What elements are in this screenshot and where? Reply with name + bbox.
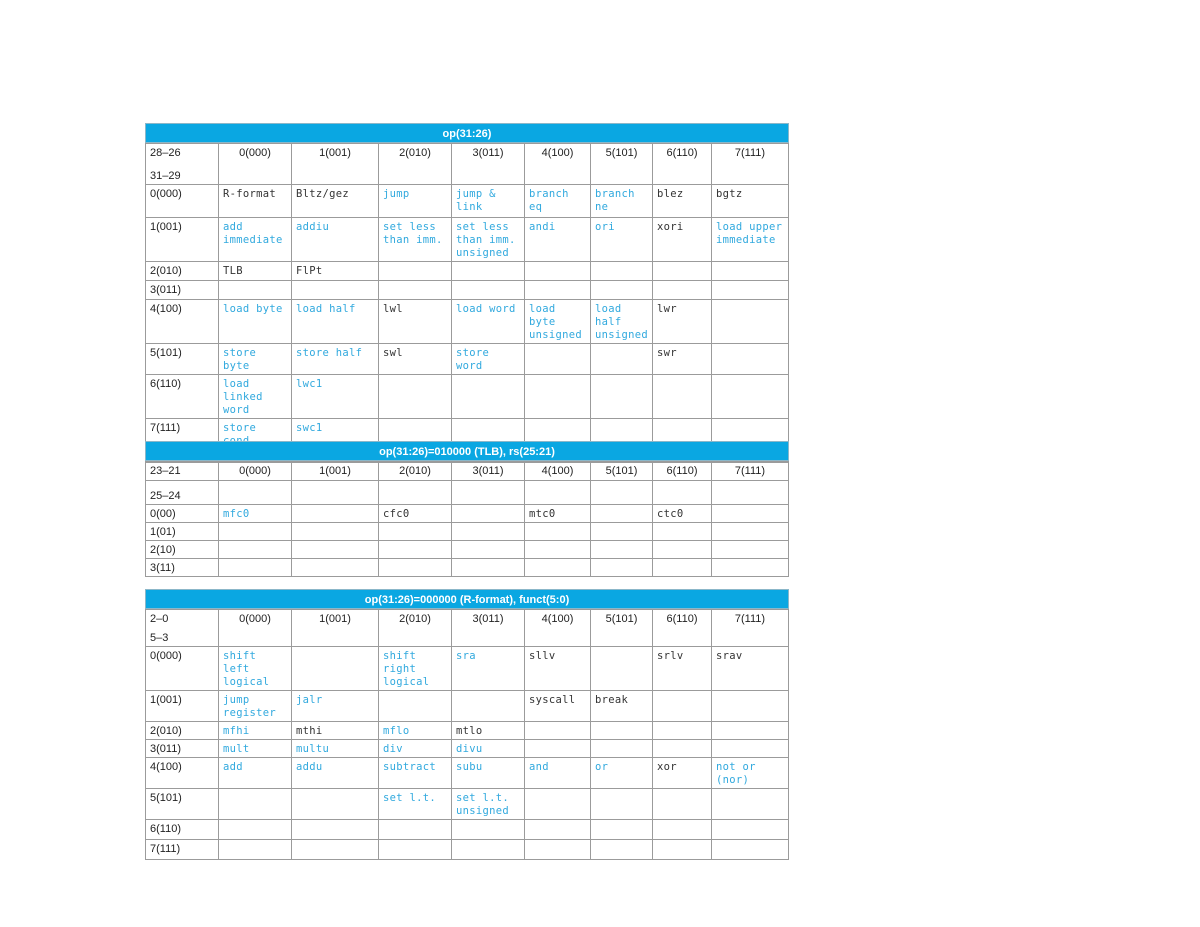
instruction-cell: syscall — [525, 691, 591, 722]
instruction-cell: set l.t. unsigned — [452, 789, 525, 820]
instruction-cell — [712, 300, 789, 344]
instruction-cell: xor — [653, 758, 712, 789]
instruction-cell: break — [591, 691, 653, 722]
instruction-cell: mult — [219, 740, 292, 758]
row-header: 2(010) — [146, 722, 219, 740]
instruction-cell: jump & link — [452, 185, 525, 218]
column-header: 2(010) — [379, 610, 452, 647]
instruction-cell — [452, 820, 525, 840]
instruction-cell — [452, 262, 525, 281]
instruction-cell — [379, 262, 452, 281]
instruction-cell: bgtz — [712, 185, 789, 218]
column-header: 0(000) — [219, 462, 292, 505]
table-row — [146, 281, 789, 300]
instruction-cell: lwr — [653, 300, 712, 344]
row-header: 0(00) — [146, 505, 219, 523]
instruction-cell: subtract — [379, 758, 452, 789]
instruction-cell: mflo — [379, 722, 452, 740]
instruction-cell — [219, 523, 292, 541]
instruction-cell — [452, 840, 525, 860]
instruction-cell — [452, 523, 525, 541]
table-row — [146, 740, 789, 758]
table-row — [146, 185, 789, 218]
instruction-cell — [653, 740, 712, 758]
instruction-cell — [452, 691, 525, 722]
table-row — [146, 559, 789, 577]
instruction-cell — [712, 722, 789, 740]
header-row — [146, 462, 789, 505]
instruction-cell — [712, 789, 789, 820]
instruction-cell: lwl — [379, 300, 452, 344]
instruction-cell — [653, 541, 712, 559]
instruction-cell: FlPt — [292, 262, 379, 281]
instruction-cell — [379, 523, 452, 541]
instruction-cell — [219, 559, 292, 577]
instruction-cell: ctc0 — [653, 505, 712, 523]
row-header: 3(011) — [146, 281, 219, 300]
column-header: 6(110) — [653, 144, 712, 185]
column-header: 6(110) — [653, 462, 712, 505]
instruction-cell: sllv — [525, 647, 591, 691]
instruction-cell — [591, 789, 653, 820]
instruction-cell — [219, 789, 292, 820]
table-row — [146, 375, 789, 419]
instruction-cell — [525, 523, 591, 541]
instruction-cell: blez — [653, 185, 712, 218]
instruction-cell — [591, 541, 653, 559]
instruction-cell: load byte unsigned — [525, 300, 591, 344]
row-header: 1(01) — [146, 523, 219, 541]
instruction-cell — [379, 375, 452, 419]
instruction-cell — [292, 820, 379, 840]
tlb-table-section — [145, 441, 789, 577]
instruction-cell — [379, 840, 452, 860]
column-header: 0(000) — [219, 144, 292, 185]
column-header: 5(101) — [591, 610, 653, 647]
row-header: 0(000) — [146, 185, 219, 218]
instruction-cell: addiu — [292, 218, 379, 262]
table-row — [146, 505, 789, 523]
row-header: 4(100) — [146, 300, 219, 344]
instruction-cell — [219, 820, 292, 840]
instruction-cell — [292, 505, 379, 523]
column-header: 1(001) — [292, 610, 379, 647]
row-bits-label: 5–3 — [150, 632, 169, 644]
table-row — [146, 722, 789, 740]
instruction-cell — [653, 840, 712, 860]
instruction-cell: swc1 — [292, 419, 379, 463]
instruction-cell — [653, 691, 712, 722]
instruction-cell — [712, 541, 789, 559]
instruction-cell: branch ne — [591, 185, 653, 218]
instruction-cell: andi — [525, 218, 591, 262]
instruction-cell — [219, 541, 292, 559]
table-row — [146, 300, 789, 344]
instruction-cell: store — [219, 419, 292, 463]
column-bits-label: 2–0 — [150, 613, 169, 625]
row-header: 1(001) — [146, 218, 219, 262]
instruction-cell: store half — [292, 344, 379, 375]
row-header: 4(100) — [146, 758, 219, 789]
instruction-cell: Bltz/gez — [292, 185, 379, 218]
column-header: 7(111) — [712, 462, 789, 505]
row-header: 2(010) — [146, 262, 219, 281]
instruction-cell: divu — [452, 740, 525, 758]
instruction-cell — [525, 840, 591, 860]
column-header: 3(011) — [452, 462, 525, 505]
instruction-cell: store byte — [219, 344, 292, 375]
instruction-cell — [591, 505, 653, 523]
instruction-cell — [653, 559, 712, 577]
row-bits-label: 25–24 — [150, 490, 181, 502]
table-row — [146, 218, 789, 262]
column-header: 4(100) — [525, 610, 591, 647]
table-row — [146, 541, 789, 559]
corner-cell — [146, 144, 219, 185]
table-row — [146, 262, 789, 281]
instruction-cell — [292, 840, 379, 860]
instruction-cell — [653, 820, 712, 840]
opcode-table-section — [145, 123, 789, 481]
instruction-cell: store word — [452, 344, 525, 375]
instruction-cell: multu — [292, 740, 379, 758]
instruction-cell — [712, 375, 789, 419]
instruction-cell — [292, 559, 379, 577]
column-bits-label: 28–26 — [150, 147, 181, 159]
table-row — [146, 820, 789, 840]
rformat-table-section — [145, 589, 789, 860]
instruction-cell — [591, 559, 653, 577]
instruction-cell — [591, 840, 653, 860]
instruction-cell — [525, 281, 591, 300]
row-header: 7(111) — [146, 840, 219, 860]
instruction-cell: mfc0 — [219, 505, 292, 523]
instruction-cell: TLB — [219, 262, 292, 281]
column-header: 1(001) — [292, 144, 379, 185]
instruction-cell — [712, 691, 789, 722]
column-header: 6(110) — [653, 610, 712, 647]
corner-cell — [146, 610, 219, 647]
instruction-cell — [591, 281, 653, 300]
instruction-cell — [591, 820, 653, 840]
instruction-cell — [712, 523, 789, 541]
instruction-cell — [292, 789, 379, 820]
instruction-cell: jump — [379, 185, 452, 218]
row-bits-label: 31–29 — [150, 170, 181, 182]
instruction-cell: load word — [452, 300, 525, 344]
instruction-cell — [712, 262, 789, 281]
table-row — [146, 840, 789, 860]
instruction-cell — [452, 281, 525, 300]
instruction-cell: or — [591, 758, 653, 789]
column-header: 7(111) — [712, 610, 789, 647]
instruction-cell: cfc0 — [379, 505, 452, 523]
instruction-cell: ori — [591, 218, 653, 262]
instruction-cell — [292, 281, 379, 300]
instruction-cell: not or (nor) — [712, 758, 789, 789]
column-header: 5(101) — [591, 462, 653, 505]
instruction-cell: load byte — [219, 300, 292, 344]
row-header: 3(011) — [146, 740, 219, 758]
instruction-cell — [712, 281, 789, 300]
instruction-cell — [653, 523, 712, 541]
instruction-cell: srlv — [653, 647, 712, 691]
table-row — [146, 758, 789, 789]
instruction-cell: jalr — [292, 691, 379, 722]
instruction-cell: R-format — [219, 185, 292, 218]
instruction-cell — [292, 541, 379, 559]
instruction-cell — [379, 541, 452, 559]
instruction-cell — [379, 691, 452, 722]
row-header: 7(111) — [146, 419, 219, 463]
column-bits-label: 23–21 — [150, 465, 181, 477]
instruction-cell — [525, 541, 591, 559]
instruction-cell — [591, 722, 653, 740]
instruction-cell — [292, 647, 379, 691]
column-header: 2(010) — [379, 144, 452, 185]
instruction-cell — [591, 344, 653, 375]
instruction-cell: srav — [712, 647, 789, 691]
instruction-cell — [591, 262, 653, 281]
instruction-cell: addu — [292, 758, 379, 789]
row-header: 1(001) — [146, 691, 219, 722]
header-row — [146, 144, 789, 185]
row-header: 0(000) — [146, 647, 219, 691]
instruction-cell — [379, 281, 452, 300]
instruction-cell: load half — [292, 300, 379, 344]
instruction-cell — [525, 375, 591, 419]
instruction-cell — [292, 523, 379, 541]
instruction-cell — [219, 281, 292, 300]
row-header: 6(110) — [146, 820, 219, 840]
row-header: 5(101) — [146, 344, 219, 375]
instruction-cell: mtlo — [452, 722, 525, 740]
instruction-cell — [525, 740, 591, 758]
instruction-cell — [525, 559, 591, 577]
instruction-cell — [712, 820, 789, 840]
instruction-cell: mthi — [292, 722, 379, 740]
instruction-cell — [653, 262, 712, 281]
header-row — [146, 610, 789, 647]
instruction-cell — [653, 789, 712, 820]
rformat-table — [145, 609, 789, 860]
instruction-cell — [712, 840, 789, 860]
table-row — [146, 647, 789, 691]
instruction-cell: jump register — [219, 691, 292, 722]
instruction-cell: add — [219, 758, 292, 789]
instruction-cell — [452, 559, 525, 577]
instruction-cell: lwc1 — [292, 375, 379, 419]
instruction-cell — [653, 281, 712, 300]
instruction-cell: mtc0 — [525, 505, 591, 523]
instruction-cell: load upper immediate — [712, 218, 789, 262]
corner-cell — [146, 462, 219, 505]
opcode-table-title: op(31:26) — [145, 123, 789, 143]
instruction-cell: branch eq — [525, 185, 591, 218]
column-header: 1(001) — [292, 462, 379, 505]
instruction-cell — [525, 262, 591, 281]
instruction-cell — [591, 375, 653, 419]
instruction-cell: and — [525, 758, 591, 789]
instruction-cell: mfhi — [219, 722, 292, 740]
instruction-cell: div — [379, 740, 452, 758]
instruction-cell — [452, 541, 525, 559]
table-row — [146, 789, 789, 820]
table-row — [146, 691, 789, 722]
instruction-cell: subu — [452, 758, 525, 789]
instruction-cell — [219, 840, 292, 860]
instruction-cell: shift right logical — [379, 647, 452, 691]
instruction-cell — [712, 344, 789, 375]
instruction-cell — [452, 375, 525, 419]
instruction-cell — [379, 820, 452, 840]
instruction-cell: sra — [452, 647, 525, 691]
tlb-table-title: op(31:26)=010000 (TLB), rs(25:21) — [145, 441, 789, 461]
instruction-cell — [452, 505, 525, 523]
column-header: 3(011) — [452, 610, 525, 647]
tlb-table — [145, 461, 789, 577]
instruction-cell — [591, 647, 653, 691]
instruction-cell — [525, 722, 591, 740]
instruction-cell — [591, 523, 653, 541]
column-header: 4(100) — [525, 462, 591, 505]
row-header: 2(10) — [146, 541, 219, 559]
row-header: 6(110) — [146, 375, 219, 419]
instruction-cell: swl — [379, 344, 452, 375]
instruction-cell — [653, 722, 712, 740]
rformat-table-title: op(31:26)=000000 (R-format), funct(5:0) — [145, 589, 789, 609]
column-header: 0(000) — [219, 610, 292, 647]
instruction-cell: swr — [653, 344, 712, 375]
instruction-cell: xori — [653, 218, 712, 262]
instruction-cell — [525, 789, 591, 820]
opcode-table — [145, 143, 789, 481]
table-row — [146, 344, 789, 375]
column-header: 2(010) — [379, 462, 452, 505]
column-header: 4(100) — [525, 144, 591, 185]
instruction-cell: set less than imm. unsigned — [452, 218, 525, 262]
row-header: 5(101) — [146, 789, 219, 820]
instruction-cell — [712, 740, 789, 758]
row-header: 3(11) — [146, 559, 219, 577]
column-header: 5(101) — [591, 144, 653, 185]
instruction-cell — [591, 740, 653, 758]
table-row — [146, 523, 789, 541]
instruction-cell — [525, 344, 591, 375]
instruction-cell — [653, 375, 712, 419]
instruction-cell — [525, 820, 591, 840]
instruction-cell — [379, 559, 452, 577]
column-header: 3(011) — [452, 144, 525, 185]
instruction-cell: load half unsigned — [591, 300, 653, 344]
instruction-cell: load linked word — [219, 375, 292, 419]
instruction-cell: set less than imm. — [379, 218, 452, 262]
instruction-cell — [712, 505, 789, 523]
instruction-cell: shift left logical — [219, 647, 292, 691]
instruction-cell — [712, 559, 789, 577]
instruction-cell: add immediate — [219, 218, 292, 262]
instruction-cell: set l.t. — [379, 789, 452, 820]
column-header: 7(111) — [712, 144, 789, 185]
